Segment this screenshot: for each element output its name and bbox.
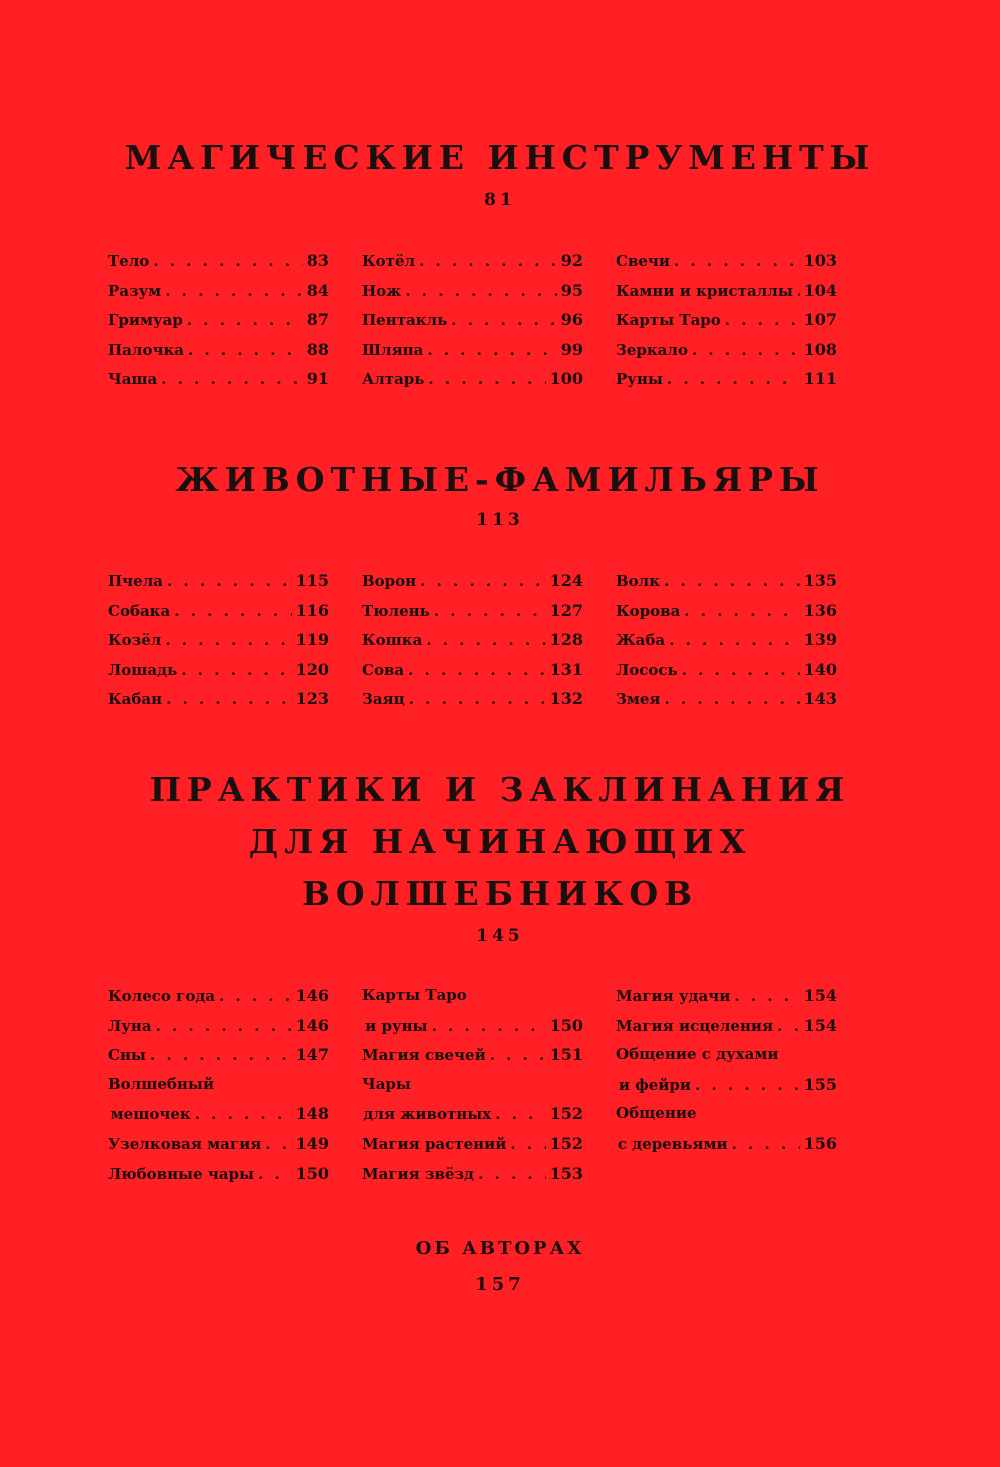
toc-block — [108, 246, 837, 394]
section-title: ЖИВОТНЫЕ-ФАМИЛЬЯРЫ — [175, 460, 825, 499]
toc-entry[interactable]: Пентакль . . . 96 — [362, 305, 583, 335]
toc-entry[interactable]: Котёл . . . 92 — [362, 246, 583, 276]
toc-entry[interactable]: Свечи . . . 103 — [616, 246, 837, 276]
toc-block — [108, 981, 837, 1188]
toc-block — [108, 566, 837, 714]
toc-entry[interactable]: Магия звёзд . . . 153 — [362, 1159, 583, 1189]
toc-column — [108, 246, 329, 394]
toc-entry[interactable]: Палочка . . . 88 — [108, 335, 329, 365]
toc-entry[interactable]: Шляпа . . . 99 — [362, 335, 583, 365]
toc-entry[interactable]: Чаша . . . 91 — [108, 364, 329, 394]
section-page-number: 113 — [476, 510, 524, 530]
toc-column — [108, 981, 329, 1188]
toc-entry[interactable]: Волк . . . 135 — [616, 566, 837, 596]
toc-column — [362, 566, 583, 714]
toc-entry[interactable]: Карты Таро . . . 107 — [616, 305, 837, 335]
toc-column — [362, 246, 583, 394]
toc-entry[interactable]: Магия удачи . . . 154 — [616, 981, 837, 1011]
toc-entry[interactable]: Пчела . . . 115 — [108, 566, 329, 596]
toc-entry[interactable]: и фейри . . . 155 — [616, 1070, 837, 1100]
toc-entry[interactable]: Кошка . . . 128 — [362, 625, 583, 655]
toc-entry[interactable]: Тюлень . . . 127 — [362, 596, 583, 626]
toc-entry[interactable]: Сова . . . 131 — [362, 655, 583, 685]
toc-entry[interactable]: Магия исцеления . . . 154 — [616, 1011, 837, 1041]
toc-entry[interactable]: с деревьями . . . 156 — [616, 1129, 837, 1159]
toc-entry[interactable]: Магия растений . . . 152 — [362, 1129, 583, 1159]
section-title-line: ДЛЯ НАЧИНАЮЩИХ — [248, 822, 752, 861]
toc-entry[interactable]: мешочек . . . 148 — [108, 1099, 329, 1129]
toc-entry[interactable]: Заяц . . . 132 — [362, 684, 583, 714]
toc-entry[interactable]: Узелковая магия . . . 149 — [108, 1129, 329, 1159]
toc-entry[interactable]: Камни и кристаллы . . . 104 — [616, 276, 837, 306]
toc-entry[interactable]: Разум . . . 84 — [108, 276, 329, 306]
toc-entry-first-line[interactable]: Чары — [362, 1074, 411, 1093]
toc-entry[interactable]: и руны . . . 150 — [362, 1011, 583, 1041]
toc-column — [616, 566, 837, 714]
toc-entry[interactable]: Лошадь . . . 120 — [108, 655, 329, 685]
toc-entry[interactable]: Луна . . . 146 — [108, 1011, 329, 1041]
toc-entry[interactable]: Корова . . . 136 — [616, 596, 837, 626]
toc-entry[interactable]: Кабан . . . 123 — [108, 684, 329, 714]
section-page-number: 145 — [476, 926, 524, 946]
toc-entry[interactable]: Гримуар . . . 87 — [108, 305, 329, 335]
toc-column — [362, 981, 583, 1188]
toc-entry[interactable]: для животных . . . 152 — [362, 1099, 583, 1129]
toc-entry[interactable]: Козёл . . . 119 — [108, 625, 329, 655]
toc-entry[interactable]: Ворон . . . 124 — [362, 566, 583, 596]
toc-column — [108, 566, 329, 714]
toc-entry[interactable]: Лосось . . . 140 — [616, 655, 837, 685]
toc-entry[interactable]: Жаба . . . 139 — [616, 625, 837, 655]
toc-entry-first-line[interactable]: Карты Таро — [362, 986, 467, 1004]
toc-entry[interactable]: Нож . . . 95 — [362, 276, 583, 306]
toc-entry[interactable]: Тело . . . 83 — [108, 246, 329, 276]
section-title-line: ВОЛШЕБНИКОВ — [301, 874, 699, 913]
toc-column — [616, 246, 837, 394]
section-title-line: ПРАКТИКИ И ЗАКЛИНАНИЯ — [149, 770, 851, 809]
section-title: МАГИЧЕСКИЕ ИНСТРУМЕНТЫ — [124, 138, 876, 177]
toc-entry[interactable]: Змея . . . 143 — [616, 684, 837, 714]
toc-column — [616, 981, 837, 1188]
about-authors-title[interactable]: ОБ АВТОРАХ — [415, 1238, 585, 1259]
toc-entry[interactable]: Любовные чары . . . 150 — [108, 1159, 329, 1189]
toc-entry[interactable]: Сны . . . 147 — [108, 1040, 329, 1070]
toc-entry-first-line[interactable]: Общение с духами — [616, 1045, 779, 1064]
toc-entry[interactable]: Алтарь . . . 100 — [362, 364, 583, 394]
toc-entry[interactable]: Руны . . . 111 — [616, 364, 837, 394]
toc-entry[interactable]: Зеркало . . . 108 — [616, 335, 837, 365]
toc-entry[interactable]: Собака . . . 116 — [108, 596, 329, 626]
toc-entry-first-line[interactable]: Волшебный — [108, 1074, 215, 1093]
toc-entry[interactable]: Колесо года . . . 146 — [108, 981, 329, 1011]
toc-entry-first-line[interactable]: Общение — [616, 1104, 697, 1123]
section-page-number: 81 — [484, 190, 516, 210]
about-authors-page: 157 — [475, 1274, 525, 1295]
toc-entry[interactable]: Магия свечей . . . 151 — [362, 1040, 583, 1070]
